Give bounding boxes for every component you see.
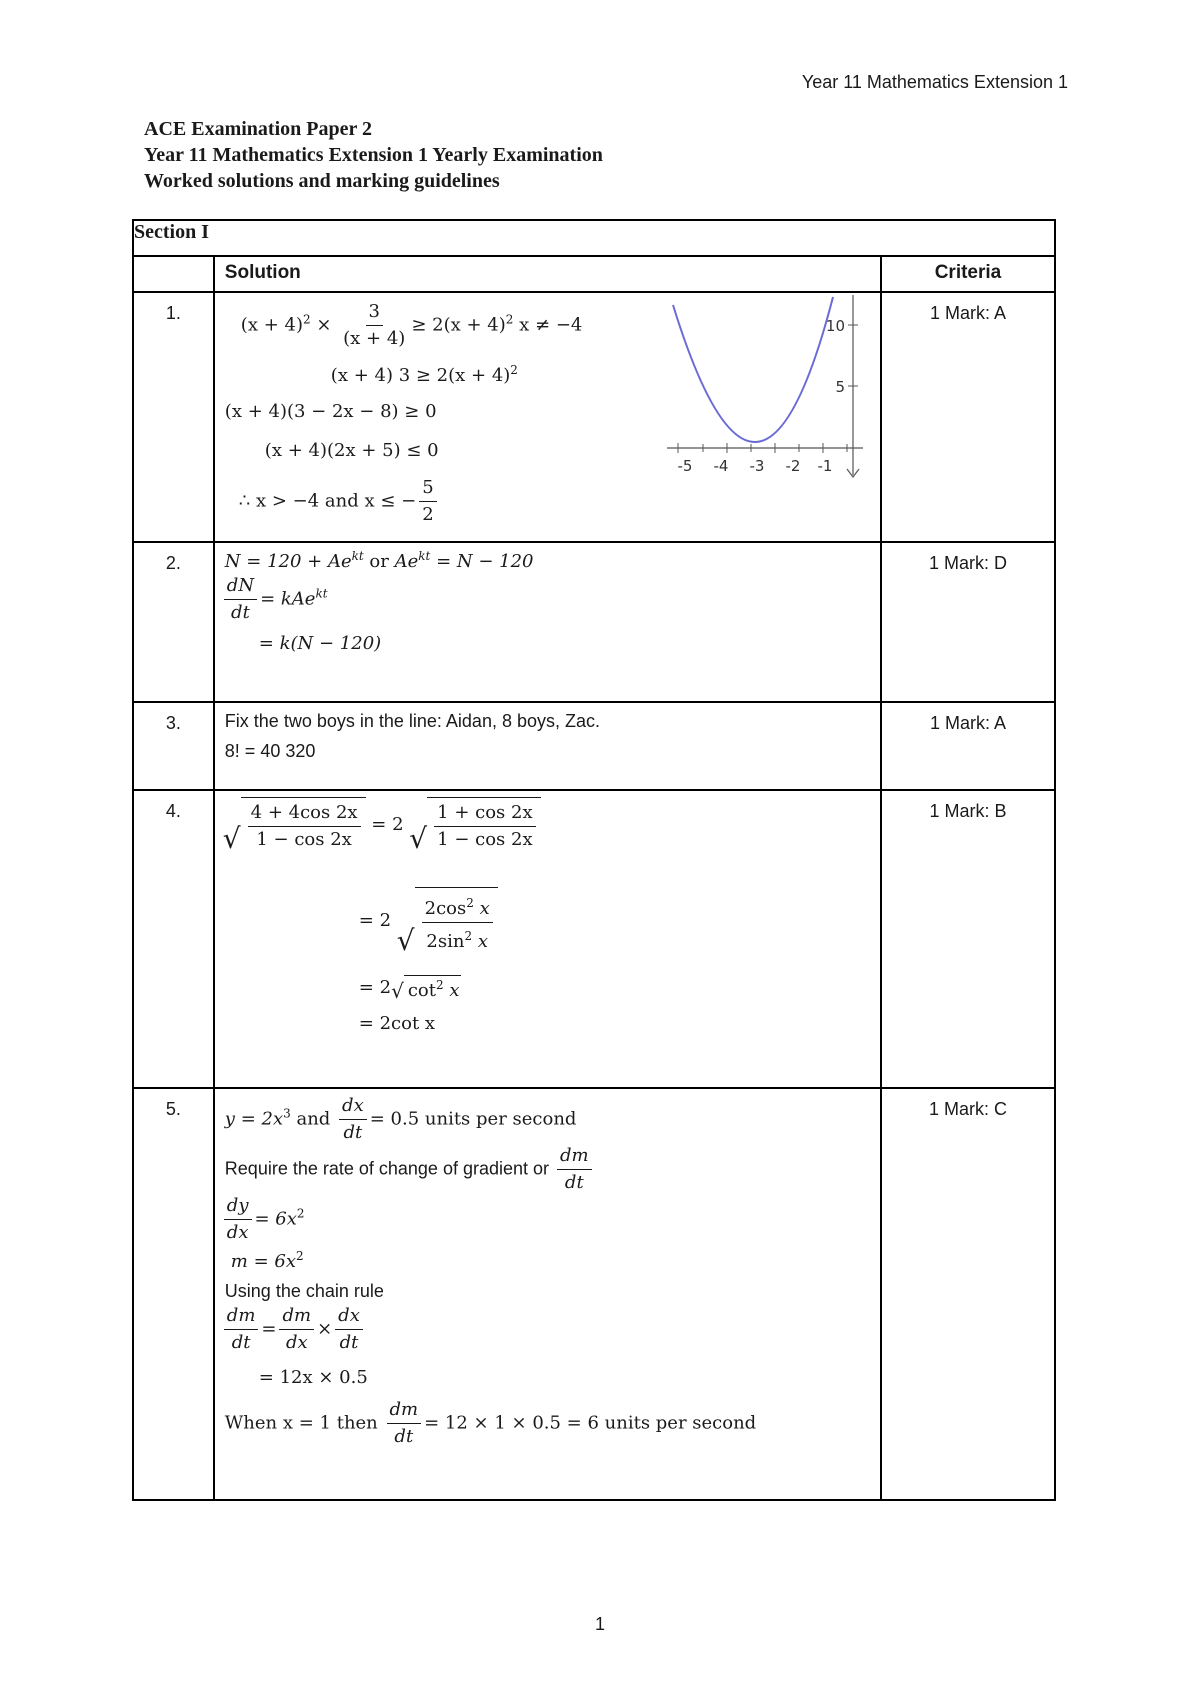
solution-cell: [214, 790, 881, 1088]
question-row-4: [133, 790, 1055, 1088]
question-number: 2.: [133, 542, 214, 702]
q3-line-1: Fix the two boys in the line: Aidan, 8 boys, Zac.: [224, 711, 600, 731]
graph-x-label-m3: -3: [749, 457, 765, 475]
running-header: Year 11 Mathematics Extension 1: [801, 72, 1068, 92]
title-line-2: Year 11 Mathematics Extension 1 Yearly Examination: [144, 144, 603, 166]
q5-line-1: $y = 2x^3$ and $\frac{dx}{dt}$ = 0.5 units per second: [224, 1095, 577, 1143]
graph-y-label-5: 5: [835, 378, 845, 396]
criteria-cell: 1 Mark: A: [881, 292, 1055, 542]
solution-cell: [214, 702, 881, 790]
question-row-1: [133, 292, 1055, 542]
header-num: [133, 256, 214, 292]
q1-line-3: (x + 4)(3 − 2x − 8) ≥ 0: [224, 401, 437, 422]
q2-line-1: $N = 120 + Ae^{kt}$ or $Ae^{kt} = N - 120$: [224, 549, 534, 572]
q4-line-2: = 2 √ $\frac{2\cos^2 x}{2\sin^2 x}$: [359, 887, 498, 955]
solution-cell: [214, 292, 881, 542]
graph-x-label-m5: -5: [677, 457, 693, 475]
q4-line-4: = 2cot x: [358, 1013, 436, 1034]
graph-x-label-m1: -1: [817, 457, 833, 475]
title-line-1: ACE Examination Paper 2: [144, 118, 372, 140]
question-number: 3.: [133, 702, 214, 790]
q2-line-2: $\frac{dN}{dt}$ = kAe$^{kt}$: [221, 573, 328, 626]
question-row-3: [133, 702, 1055, 790]
page-number: 1: [594, 1614, 605, 1634]
section-row: [133, 220, 1055, 256]
q3-line-2: 8! = 40 320: [224, 741, 316, 761]
title-line-3: Worked solutions and marking guidelines: [144, 170, 500, 192]
q4-line-1: √ $\frac{4 + 4\cos 2x}{1 - \cos 2x}$ = 2 √ $\frac{1 + \cos 2x}{1 - \cos 2x}$: [223, 797, 541, 853]
question-row-5: [133, 1088, 1055, 1500]
q1-line-2: (x + 4) $3 \ge 2(x + 4)^2$: [330, 363, 518, 386]
header-solution: Solution: [214, 256, 881, 292]
graph-y-label-10: 10: [825, 317, 845, 335]
parabola-curve: [673, 297, 833, 442]
q5-line-7: = 12x × 0.5: [258, 1367, 368, 1388]
q4-line-3: = 2 √ $\cot^2 x$: [358, 977, 460, 1003]
header-criteria: Criteria: [881, 256, 1055, 292]
criteria-cell: 1 Mark: D: [881, 542, 1055, 702]
criteria-cell: 1 Mark: A: [881, 702, 1055, 790]
q5-line-8: When x = 1 then $\frac{dm}{dt}$ = 12 × 1 × 0.5 = 6 units per second: [224, 1399, 757, 1447]
solution-cell: [214, 1088, 881, 1500]
question-number: 4.: [133, 790, 214, 1088]
criteria-cell: 1 Mark: B: [881, 790, 1055, 1088]
graph-x-label-m2: -2: [785, 457, 801, 475]
q1-line-4: (x + 4)(2x + 5) ≤ 0: [264, 440, 439, 461]
q5-line-5: Using the chain rule: [224, 1281, 384, 1301]
solutions-table: [132, 219, 1056, 1501]
q5-line-3: $\frac{dy}{dx}$ = $6x^2$: [221, 1193, 305, 1246]
question-number: 1.: [133, 292, 214, 542]
q1-line-5: ∴ x > −4 and x ≤ − $\frac{5}{2}$: [239, 475, 440, 528]
criteria-cell: 1 Mark: C: [881, 1088, 1055, 1500]
q1-line-1: $(x + 4)^2$ × $\frac{3}{(x + 4)}$ ≥ $2(x + 4)^2$ x ≠ −4: [240, 301, 583, 349]
header-row: [133, 256, 1055, 292]
section-label: Section I: [133, 220, 1055, 256]
question-number: 5.: [133, 1088, 214, 1500]
document-title: [144, 116, 603, 194]
q2-line-3: = k(N − 120): [258, 633, 382, 654]
graph-x-label-m4: -4: [713, 457, 729, 475]
parabola-graph: [663, 293, 881, 483]
question-row-2: [133, 542, 1055, 702]
q5-line-6: $\frac{dm}{dt}$ = $\frac{dm}{dx}$ × $\frac{dx}{dt}$: [221, 1303, 366, 1356]
q5-line-4: $m = 6x^2$: [230, 1249, 304, 1272]
q5-line-2: Require the rate of change of gradient or $\frac{dm}{dt}$: [225, 1143, 595, 1196]
solution-cell: [214, 542, 881, 702]
